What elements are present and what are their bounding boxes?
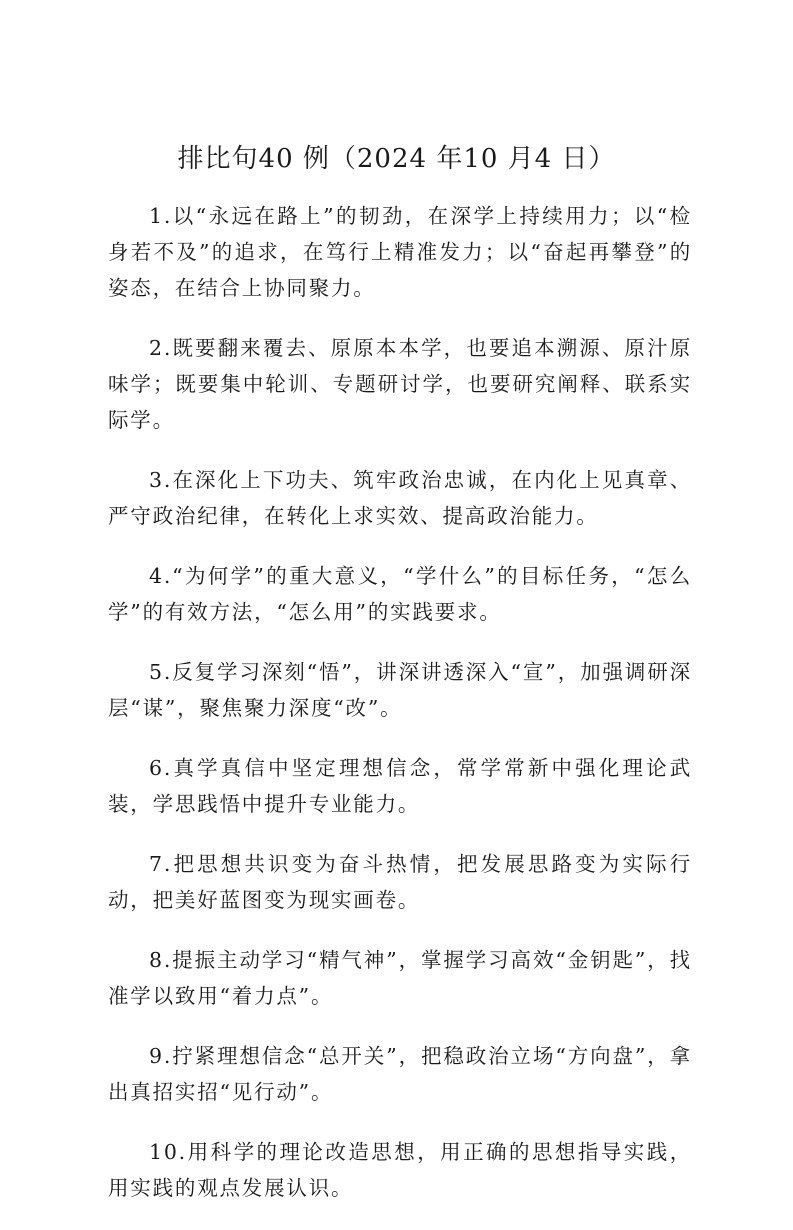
paragraph-9: 9.拧紧理想信念“总开关”，把稳政治立场“方向盘”，拿出真招实招“见行动”。 <box>108 1044 692 1104</box>
paragraph-4: 4.“为何学”的重大意义，“学什么”的目标任务，“怎么学”的有效方法，“怎么用”的实践要求。 <box>108 564 692 624</box>
paragraph-5: 5.反复学习深刻“悟”，讲深讲透深入“宣”，加强调研深层“谋”，聚焦聚力深度“改”。 <box>108 660 692 720</box>
paragraph-7: 7.把思想共识变为奋斗热情，把发展思路变为实际行动，把美好蓝图变为现实画卷。 <box>108 852 692 912</box>
paragraph-6: 6.真学真信中坚定理想信念，常学常新中强化理论武装，学思践悟中提升专业能力。 <box>108 756 692 816</box>
paragraph-2: 2.既要翻来覆去、原原本本学，也要追本溯源、原汁原味学；既要集中轮训、专题研讨学，也要研究阐释、联系实际学。 <box>108 336 692 432</box>
paragraph-10: 10.用科学的理论改造思想，用正确的思想指导实践，用实践的观点发展认识。 <box>108 1140 692 1200</box>
document-title: 排比句40 例（2024 年10 月4 日） <box>177 144 616 174</box>
paragraph-3: 3.在深化上下功夫、筑牢政治忠诚，在内化上见真章、严守政治纪律，在转化上求实效、提高政治能力。 <box>108 468 692 528</box>
paragraph-1: 1.以“永远在路上”的韧劲，在深学上持续用力；以“检身若不及”的追求，在笃行上精准发力；以“奋起再攀登”的姿态，在结合上协同聚力。 <box>108 204 692 300</box>
paragraph-8: 8.提振主动学习“精气神”，掌握学习高效“金钥匙”，找准学以致用“着力点”。 <box>108 948 692 1008</box>
document-body <box>108 198 692 1230</box>
